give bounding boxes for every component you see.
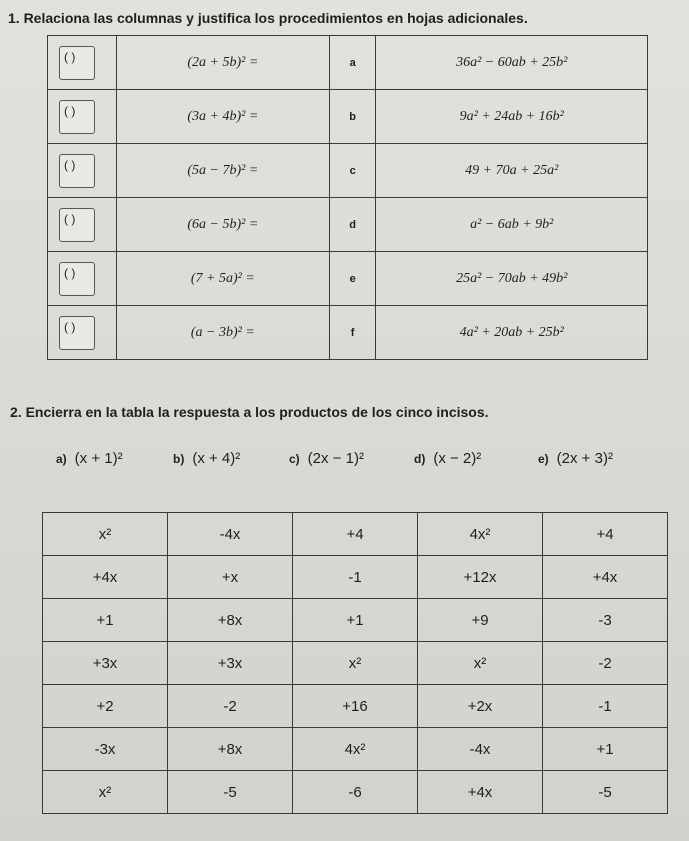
binomial-product: (2a + 5b)² = (116, 36, 329, 90)
grid-row (43, 685, 668, 728)
grid-row (43, 728, 668, 771)
answer-box-cell (48, 144, 117, 198)
grid-cell[interactable]: 4x² (293, 728, 418, 771)
binomial-product: (3a + 4b)² = (116, 90, 329, 144)
grid-cell[interactable]: +1 (293, 599, 418, 642)
grid-cell[interactable]: +16 (293, 685, 418, 728)
grid-cell[interactable]: x² (293, 642, 418, 685)
option-label: c) (289, 452, 300, 466)
answer-box-cell (48, 252, 117, 306)
matching-table (47, 35, 648, 360)
grid-cell[interactable]: +3x (168, 642, 293, 685)
option-item (173, 450, 240, 468)
matching-row (48, 36, 648, 90)
question-1-heading: 1. Relaciona las columnas y justifica los procedimientos en hojas adicionales. (8, 10, 528, 26)
grid-row (43, 556, 668, 599)
grid-cell[interactable]: +12x (418, 556, 543, 599)
grid-cell[interactable]: +8x (168, 599, 293, 642)
option-label: a) (56, 452, 67, 466)
grid-cell[interactable]: -3x (43, 728, 168, 771)
grid-row (43, 513, 668, 556)
expanded-trinomial: 36a² − 60ab + 25b² (376, 36, 648, 90)
expanded-trinomial: a² − 6ab + 9b² (376, 198, 648, 252)
option-label: e) (538, 452, 549, 466)
option-expression: (x + 4)² (192, 450, 241, 467)
answer-box[interactable]: ( ) (59, 316, 95, 350)
grid-cell[interactable]: -4x (168, 513, 293, 556)
grid-cell[interactable]: +4x (543, 556, 668, 599)
answer-box[interactable]: ( ) (59, 262, 95, 296)
grid-cell[interactable]: +2 (43, 685, 168, 728)
option-letter: d (329, 198, 376, 252)
expanded-trinomial: 4a² + 20ab + 25b² (376, 306, 648, 360)
grid-cell[interactable]: +9 (418, 599, 543, 642)
option-item (538, 450, 613, 468)
answer-box[interactable]: ( ) (59, 208, 95, 242)
grid-cell[interactable]: x² (43, 771, 168, 814)
grid-cell[interactable]: x² (418, 642, 543, 685)
grid-cell[interactable]: -1 (543, 685, 668, 728)
option-expression: (2x + 3)² (556, 450, 613, 467)
grid-cell[interactable]: -6 (293, 771, 418, 814)
binomial-product: (a − 3b)² = (116, 306, 329, 360)
matching-row (48, 306, 648, 360)
grid-cell[interactable]: +2x (418, 685, 543, 728)
grid-cell[interactable]: +8x (168, 728, 293, 771)
option-label: b) (173, 452, 185, 466)
answer-box[interactable]: ( ) (59, 154, 95, 188)
expanded-trinomial: 49 + 70a + 25a² (376, 144, 648, 198)
grid-row (43, 771, 668, 814)
answer-box-cell (48, 90, 117, 144)
option-letter: f (329, 306, 376, 360)
grid-row (43, 642, 668, 685)
grid-cell[interactable]: +3x (43, 642, 168, 685)
grid-cell[interactable]: -4x (418, 728, 543, 771)
grid-cell[interactable]: +x (168, 556, 293, 599)
option-expression: (x + 1)² (74, 450, 123, 467)
answer-box[interactable]: ( ) (59, 100, 95, 134)
grid-cell[interactable]: -5 (168, 771, 293, 814)
grid-cell[interactable]: -3 (543, 599, 668, 642)
grid-cell[interactable]: +4 (543, 513, 668, 556)
option-item (414, 450, 481, 468)
grid-cell[interactable]: x² (43, 513, 168, 556)
grid-cell[interactable]: +4x (418, 771, 543, 814)
binomial-product: (5a − 7b)² = (116, 144, 329, 198)
option-letter: a (329, 36, 376, 90)
matching-row (48, 198, 648, 252)
matching-row (48, 90, 648, 144)
expanded-trinomial: 9a² + 24ab + 16b² (376, 90, 648, 144)
answer-grid-table (42, 512, 668, 814)
grid-cell[interactable]: +1 (43, 599, 168, 642)
question-2-heading: 2. Encierra en la tabla la respuesta a los productos de los cinco incisos. (10, 404, 489, 420)
answer-box[interactable]: ( ) (59, 46, 95, 80)
answer-box-cell (48, 306, 117, 360)
grid-cell[interactable]: +1 (543, 728, 668, 771)
option-item (289, 450, 364, 468)
grid-cell[interactable]: 4x² (418, 513, 543, 556)
grid-cell[interactable]: -5 (543, 771, 668, 814)
grid-cell[interactable]: -1 (293, 556, 418, 599)
option-letter: c (329, 144, 376, 198)
binomial-product: (7 + 5a)² = (116, 252, 329, 306)
option-letter: e (329, 252, 376, 306)
matching-row (48, 144, 648, 198)
options-row (56, 450, 656, 478)
option-expression: (2x − 1)² (307, 450, 364, 467)
grid-cell[interactable]: +4x (43, 556, 168, 599)
grid-cell[interactable]: +4 (293, 513, 418, 556)
grid-cell[interactable]: -2 (168, 685, 293, 728)
option-letter: b (329, 90, 376, 144)
expanded-trinomial: 25a² − 70ab + 49b² (376, 252, 648, 306)
option-label: d) (414, 452, 426, 466)
answer-box-cell (48, 36, 117, 90)
binomial-product: (6a − 5b)² = (116, 198, 329, 252)
grid-row (43, 599, 668, 642)
option-expression: (x − 2)² (433, 450, 482, 467)
answer-box-cell (48, 198, 117, 252)
grid-cell[interactable]: -2 (543, 642, 668, 685)
option-item (56, 450, 123, 468)
matching-row (48, 252, 648, 306)
